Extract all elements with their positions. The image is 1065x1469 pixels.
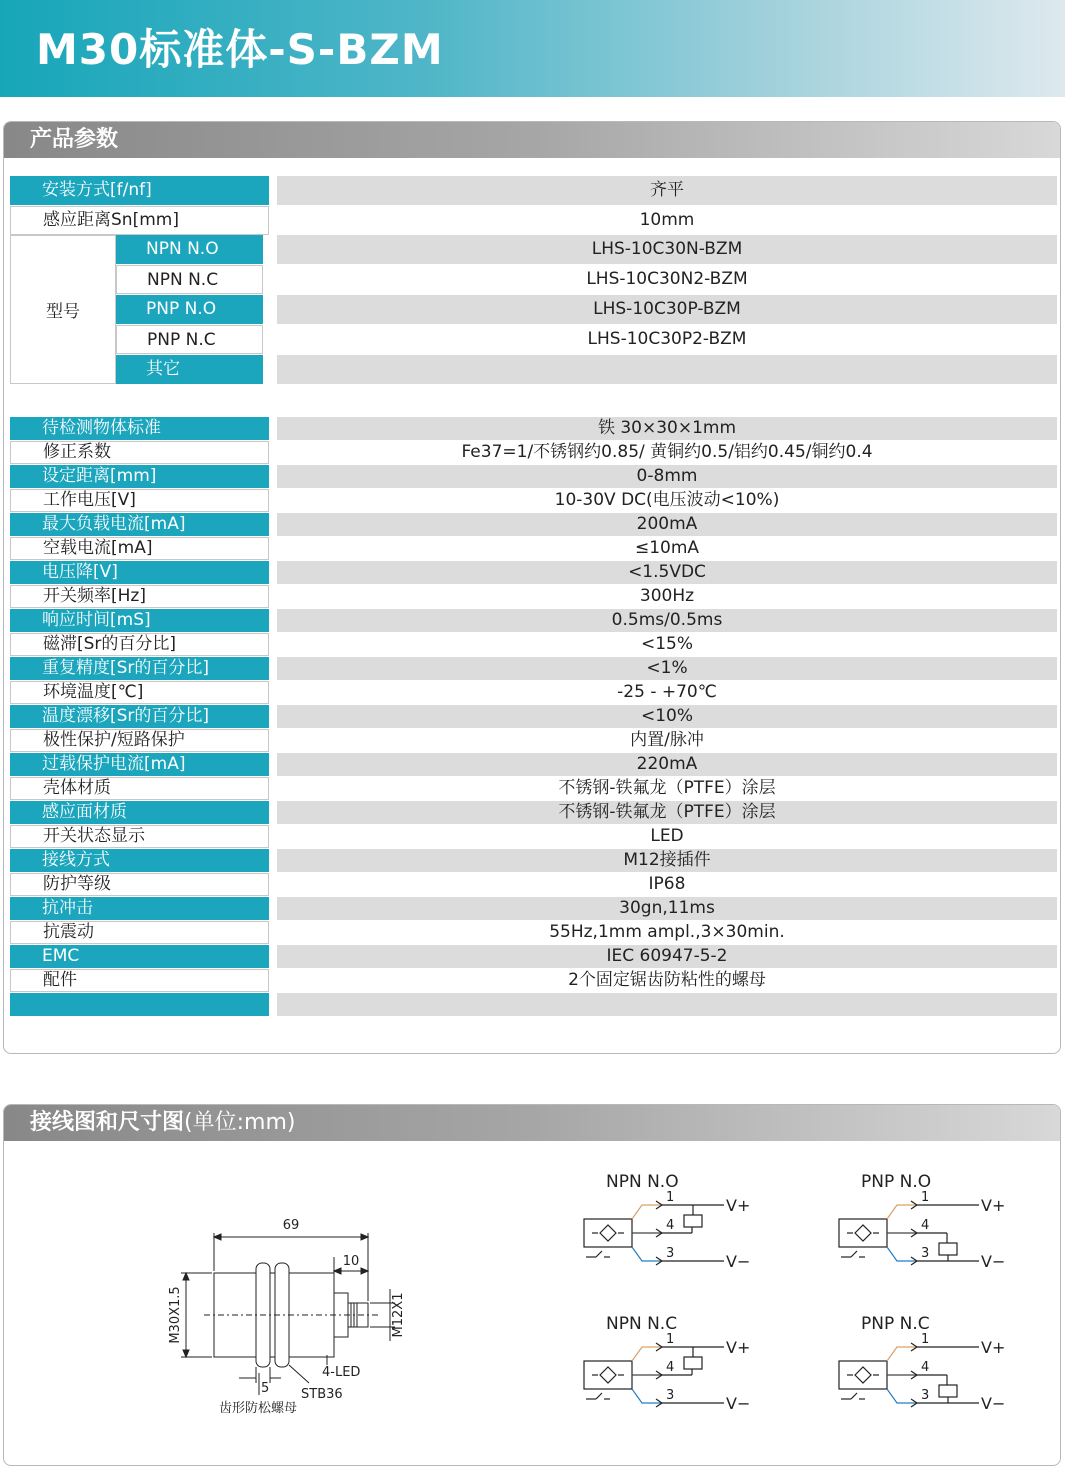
dim-led-label: 4-LED	[322, 1365, 361, 1380]
spec-label: 开关状态显示	[10, 825, 269, 848]
pin-label: 3	[666, 1388, 675, 1403]
spec-label: EMC	[10, 945, 269, 968]
spec-label: 开关频率[Hz]	[10, 585, 269, 608]
spec-value: 2个固定锯齿防粘性的螺母	[277, 969, 1057, 992]
model-label-cell	[10, 235, 116, 384]
spec-row	[10, 585, 1057, 608]
model-value: LHS-10C30P-BZM	[277, 295, 1057, 324]
dim-nut-width-label: STB36	[301, 1387, 343, 1402]
spec-value: 铁 30×30×1mm	[277, 417, 1057, 440]
spec-label: 设定距离[mm]	[10, 465, 269, 488]
spec-row	[10, 537, 1057, 560]
dim-length-label: 69	[282, 1218, 300, 1233]
spec-row	[10, 489, 1057, 512]
pin-label: 3	[666, 1246, 675, 1261]
spec-row	[10, 825, 1057, 848]
load-symbol	[684, 1357, 702, 1369]
dim-nut-thickness-label: 5	[261, 1381, 270, 1396]
spec-value: ≤10mA	[277, 537, 1057, 560]
spec-row	[10, 465, 1057, 488]
wiring-title: PNP N.C	[861, 1314, 930, 1334]
spec-row	[10, 945, 1057, 968]
vminus-label: V−	[726, 1394, 751, 1413]
sensor-symbol	[584, 1219, 632, 1247]
wiring-diagram	[829, 1167, 1019, 1297]
title-banner	[0, 0, 1065, 97]
spec-row	[10, 777, 1057, 800]
model-sub-label: PNP N.O	[116, 295, 263, 324]
spec-label: 空载电流[mA]	[10, 537, 269, 560]
model-value: LHS-10C30N2-BZM	[277, 265, 1057, 294]
param-value: 齐平	[277, 176, 1057, 205]
spec-value: <15%	[277, 633, 1057, 656]
spec-row	[10, 705, 1057, 728]
vplus-label: V+	[726, 1338, 751, 1357]
spec-label: 极性保护/短路保护	[10, 729, 269, 752]
spec-value: 10-30V DC(电压波动<10%)	[277, 489, 1057, 512]
spec-row	[10, 897, 1057, 920]
spec-value: 0-8mm	[277, 465, 1057, 488]
spec-row	[10, 441, 1057, 464]
diagram-panel-title: 接线图和尺寸图	[30, 1110, 185, 1135]
param-label: 感应距离Sn[mm]	[10, 206, 269, 235]
dim-thread-length-label: 10	[342, 1254, 360, 1269]
spec-value: 30gn,11ms	[277, 897, 1057, 920]
vminus-label: V−	[981, 1252, 1006, 1271]
pin-label: 1	[666, 1190, 675, 1205]
pin-label: 4	[921, 1218, 930, 1233]
diagram-panel-header	[4, 1105, 1060, 1141]
page-title: M30标准体-S-BZM	[36, 25, 444, 74]
spec-row	[10, 873, 1057, 896]
model-value: LHS-10C30N-BZM	[277, 235, 1057, 264]
spec-row	[10, 921, 1057, 944]
spec-label: 环境温度[℃]	[10, 681, 269, 704]
params-panel	[3, 121, 1061, 1054]
spec-row	[10, 969, 1057, 992]
spec-label: 接线方式	[10, 849, 269, 872]
model-value	[277, 355, 1057, 384]
pin-label: 1	[666, 1332, 675, 1347]
spec-row	[10, 417, 1057, 440]
spec-value: LED	[277, 825, 1057, 848]
model-sub-label: 其它	[116, 355, 263, 384]
wiring-title: NPN N.O	[606, 1172, 679, 1192]
diagram-panel	[3, 1104, 1061, 1466]
sensor-symbol	[584, 1361, 632, 1389]
spec-value: 不锈钢-铁氟龙（PTFE）涂层	[277, 777, 1057, 800]
spec-label: 响应时间[mS]	[10, 609, 269, 632]
spec-label: 壳体材质	[10, 777, 269, 800]
spec-value: 55Hz,1mm ampl.,3×30min.	[277, 921, 1057, 944]
spec-row	[10, 993, 1057, 1016]
vminus-label: V−	[726, 1252, 751, 1271]
spec-label: 电压降[V]	[10, 561, 269, 584]
spec-label: 抗震动	[10, 921, 269, 944]
model-sub-label: PNP N.C	[116, 325, 263, 354]
spec-row	[10, 561, 1057, 584]
spec-value: <10%	[277, 705, 1057, 728]
param-row	[10, 176, 1057, 205]
spec-row	[10, 633, 1057, 656]
spec-value: <1%	[277, 657, 1057, 680]
spec-label: 过载保护电流[mA]	[10, 753, 269, 776]
dim-nut-name-label: 齿形防松螺母	[219, 1401, 298, 1416]
spec-value: IEC 60947-5-2	[277, 945, 1057, 968]
spec-label: 修正系数	[10, 441, 269, 464]
spec-label: 温度漂移[Sr的百分比]	[10, 705, 269, 728]
spec-row	[10, 849, 1057, 872]
spec-row	[10, 657, 1057, 680]
spec-label: 感应面材质	[10, 801, 269, 824]
spec-value: 0.5ms/0.5ms	[277, 609, 1057, 632]
param-value: 10mm	[277, 206, 1057, 235]
pin-label: 4	[921, 1360, 930, 1375]
vplus-label: V+	[726, 1196, 751, 1215]
spec-label: 工作电压[V]	[10, 489, 269, 512]
wiring-title: NPN N.C	[606, 1314, 678, 1334]
spec-label	[10, 993, 269, 1016]
spec-value	[277, 993, 1057, 1016]
diagram-panel-unit: (单位:mm)	[184, 1110, 296, 1135]
spec-value: -25 - +70℃	[277, 681, 1057, 704]
pin-label: 4	[666, 1360, 675, 1375]
sensor-symbol	[839, 1361, 887, 1389]
dimension-drawing	[159, 1205, 419, 1425]
vminus-label: V−	[981, 1394, 1006, 1413]
load-symbol	[939, 1385, 957, 1397]
model-label: 型号	[46, 302, 80, 322]
spec-row	[10, 801, 1057, 824]
spec-value: 内置/脉冲	[277, 729, 1057, 752]
wiring-diagram	[829, 1309, 1019, 1439]
spec-label: 待检测物体标准	[10, 417, 269, 440]
spec-label: 配件	[10, 969, 269, 992]
spec-row	[10, 729, 1057, 752]
spec-row	[10, 513, 1057, 536]
wiring-diagram	[574, 1167, 764, 1297]
spec-value: IP68	[277, 873, 1057, 896]
vplus-label: V+	[981, 1338, 1006, 1357]
model-value: LHS-10C30P2-BZM	[277, 325, 1057, 354]
spec-label: 磁滞[Sr的百分比]	[10, 633, 269, 656]
vplus-label: V+	[981, 1196, 1006, 1215]
spec-row	[10, 681, 1057, 704]
model-sub-label: NPN N.C	[116, 265, 263, 294]
spec-value: <1.5VDC	[277, 561, 1057, 584]
pin-label: 4	[666, 1218, 675, 1233]
spec-label: 最大负载电流[mA]	[10, 513, 269, 536]
pin-label: 1	[921, 1332, 930, 1347]
spec-label: 抗冲击	[10, 897, 269, 920]
dim-thread-body-label: M30X1.5	[168, 1286, 183, 1344]
spec-row	[10, 609, 1057, 632]
sensor-symbol	[839, 1219, 887, 1247]
wiring-diagram	[574, 1309, 764, 1439]
spec-label: 防护等级	[10, 873, 269, 896]
spec-value: 220mA	[277, 753, 1057, 776]
model-sub-label: NPN N.O	[116, 235, 263, 264]
params-panel-header	[4, 122, 1060, 158]
spec-value: Fe37=1/不锈钢约0.85/ 黄铜约0.5/铝约0.45/铜约0.4	[277, 441, 1057, 464]
spec-value: M12接插件	[277, 849, 1057, 872]
param-label: 安装方式[f/nf]	[10, 176, 269, 205]
params-panel-title: 产品参数	[30, 127, 119, 152]
pin-label: 3	[921, 1246, 930, 1261]
dim-connector-label: M12X1	[391, 1292, 406, 1338]
spec-value: 300Hz	[277, 585, 1057, 608]
spec-row	[10, 753, 1057, 776]
spec-value: 不锈钢-铁氟龙（PTFE）涂层	[277, 801, 1057, 824]
wiring-title: PNP N.O	[861, 1172, 932, 1192]
load-symbol	[939, 1243, 957, 1255]
spec-label: 重复精度[Sr的百分比]	[10, 657, 269, 680]
pin-label: 3	[921, 1388, 930, 1403]
spec-value: 200mA	[277, 513, 1057, 536]
load-symbol	[684, 1215, 702, 1227]
pin-label: 1	[921, 1190, 930, 1205]
param-row	[10, 206, 1057, 235]
